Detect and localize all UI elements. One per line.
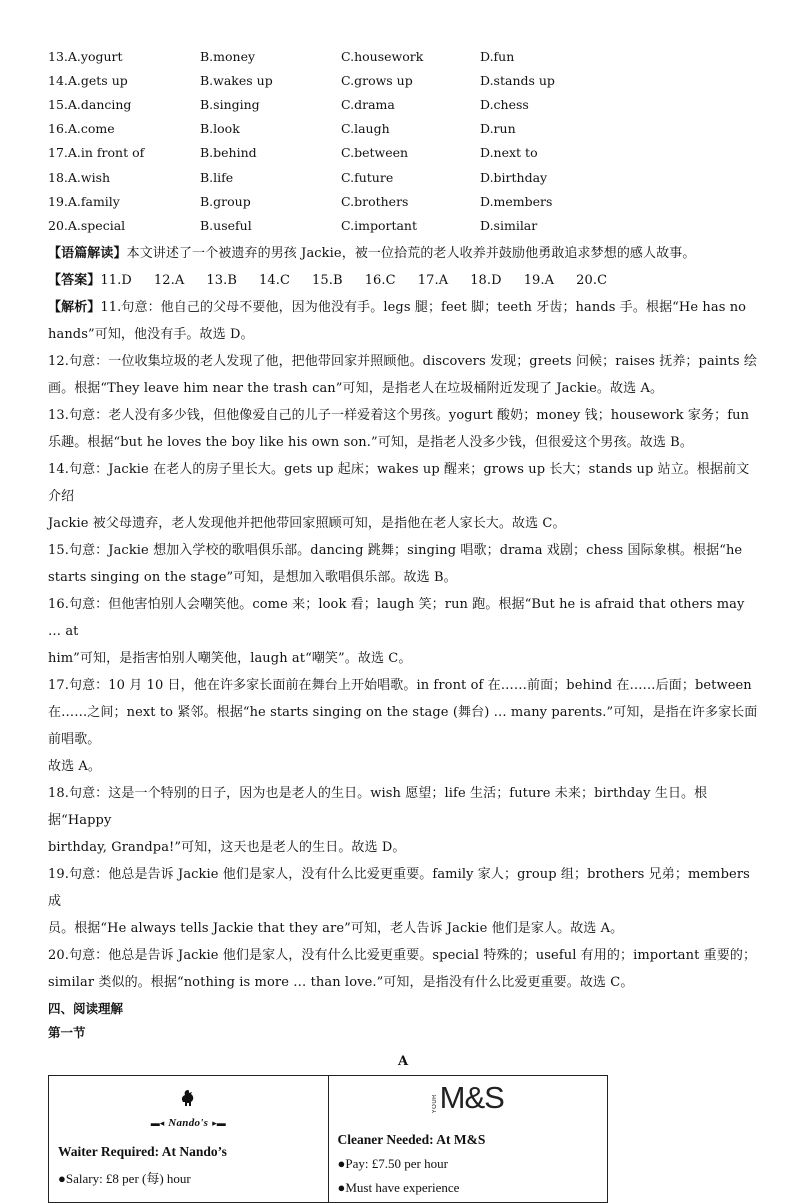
option-cell: 14.A.gets up [48, 72, 128, 88]
option-row [48, 141, 758, 165]
analysis-line: 11.句意：他自己的父母不要他，因为他没有手。legs 腿；feet 脚；teeth 牙齿；hands 手。根据“He has no [100, 299, 747, 315]
analysis-paragraph [48, 294, 758, 321]
option-cell: 20.A.special [48, 217, 126, 233]
option-cell: 16.A.come [48, 121, 115, 137]
option-cell: B.behind [200, 145, 257, 161]
answer-item: 12.A [153, 272, 185, 288]
analysis-line: 在……之间；next to 紧邻。根据“he starts singing on the stage (舞台) … many parents.”可知，是指在许多家长面前唱歌。 [48, 704, 758, 747]
ms-logo-text: M&S [439, 1079, 504, 1115]
option-cell: D.chess [480, 96, 529, 112]
nandos-logo-text: Nando's [168, 1116, 209, 1129]
summary-tag: 【语篇解读】 [48, 245, 127, 261]
option-cell: C.between [341, 145, 409, 161]
answer-item: 18.D [470, 272, 502, 288]
analysis-line: 17.句意：10 月 10 日，他在许多家长面前在舞台上开始唱歌。in front of 在……前面；behind 在……后面；between [48, 677, 752, 693]
ad-right-pay: ●Pay: £7.50 per hour [337, 1155, 448, 1171]
answer-item: 20.C [576, 272, 608, 288]
rooster-icon [176, 1088, 200, 1108]
option-cell: C.drama [341, 96, 395, 112]
analysis-line: starts singing on the stage”可知，是想加入歌唱俱乐部。故选 B。 [48, 569, 457, 585]
analysis-line: 20.句意：他总是告诉 Jackie 他们是家人，没有什么比爱更重要。special 特殊的；useful 有用的；important 重要的； [48, 947, 757, 963]
analysis-line: 18.句意：这是一个特别的日子，因为也是老人的生日。wish 愿望；life 生活；future 未来；birthday 生日。根据“Happy [48, 785, 708, 828]
option-row [48, 117, 758, 141]
analysis-line: 15.句意：Jackie 想加入学校的歌唱俱乐部。dancing 跳舞；singing 唱歌；drama 戏剧；chess 国际象棋。根据“he [48, 542, 743, 558]
ad-nandos [49, 1075, 329, 1202]
option-row [48, 189, 758, 213]
ad-right-title: Cleaner Needed: At M&S [337, 1131, 486, 1147]
answer-item: 15.B [312, 272, 343, 288]
option-cell: 17.A.in front of [48, 145, 145, 161]
option-cell: D.next to [480, 145, 538, 161]
option-cell: D.run [480, 121, 516, 137]
option-cell: C.important [341, 217, 417, 233]
option-row [48, 165, 758, 189]
analysis-line: 故选 A。 [48, 758, 102, 774]
analysis-line: 12.句意：一位收集垃圾的老人发现了他，把他带回家并照顾他。discovers 发现；greets 问候；raises 抚养；paints 绘 [48, 353, 757, 369]
ad-right-experience: ●Must have experience [337, 1179, 460, 1195]
passage-label: A [397, 1053, 409, 1069]
answer-item: 16.C [364, 272, 396, 288]
answers-tag: 【答案】 [48, 272, 101, 288]
option-cell: D.stands up [480, 72, 555, 88]
analysis-line: birthday, Grandpa!”可知，这天也是老人的生日。故选 D。 [48, 839, 406, 855]
option-cell: C.housework [341, 48, 424, 64]
option-row [48, 68, 758, 92]
option-cell: 19.A.family [48, 193, 120, 209]
answer-item: 17.A [417, 272, 449, 288]
ms-logo [338, 1080, 599, 1126]
analysis-line: 画。根据“They leave him near the trash can”可知，是指老人在垃圾桶附近发现了 Jackie。故选 A。 [48, 380, 664, 396]
ads-table [48, 1075, 608, 1203]
analysis-line: 19.句意：他总是告诉 Jackie 他们是家人，没有什么比爱更重要。family 家人；group 组；brothers 兄弟；members 成 [48, 866, 750, 909]
ms-logo-small: YOUR [431, 1094, 438, 1114]
option-row [48, 213, 758, 237]
nandos-logo [58, 1088, 319, 1128]
analysis-line: 13.句意：老人没有多少钱，但他像爱自己的儿子一样爱着这个男孩。yogurt 酸奶；money 钱；housework 家务；fun [48, 407, 750, 423]
analysis-line: Jackie 被父母遗弃，老人发现他并把他带回家照顾可知，是指他在老人家长大。故选 C。 [48, 515, 566, 531]
option-cell: D.members [480, 193, 553, 209]
option-cell: C.laugh [341, 121, 390, 137]
answer-item: 11.D [100, 272, 132, 288]
section-heading: 四、阅读理解 [48, 1000, 124, 1016]
answer-item: 19.A [523, 272, 555, 288]
option-cell: B.wakes up [200, 72, 273, 88]
subsection-heading: 第一节 [48, 1024, 86, 1040]
analysis-line: him”可知，是指害怕别人嘲笑他，laugh at“嘲笑”。故选 C。 [48, 650, 412, 666]
analysis-line: 乐趣。根据“but he loves the boy like his own son.”可知，是指老人没多少钱，但很爱这个男孩。故选 B。 [48, 434, 693, 450]
option-cell: D.birthday [480, 169, 548, 185]
option-cell: B.look [200, 121, 240, 137]
answer-item: 13.B [206, 272, 238, 288]
answers-line [48, 267, 758, 294]
answer-item: 14.C [259, 272, 291, 288]
analysis-tag: 【解析】 [48, 299, 101, 315]
analysis-lines [48, 348, 758, 996]
option-cell: B.money [200, 48, 256, 64]
summary-text: 本文讲述了一个被遗弃的男孩 Jackie，被一位拾荒的老人收养并鼓励他勇敢追求梦想的感人故事。 [126, 245, 696, 261]
nandos-wordmark: ▬◂ Nando's ▸▬ [150, 1116, 226, 1129]
option-cell: B.useful [200, 217, 252, 233]
analysis-line: hands”可知，他没有手。故选 D。 [48, 326, 254, 342]
option-row [48, 44, 758, 68]
ad-left-title: Waiter Required: At Nando’s [58, 1143, 227, 1159]
document-page [48, 44, 758, 1203]
option-cell: C.grows up [341, 72, 413, 88]
ad-ms [328, 1075, 608, 1202]
option-cell: B.singing [200, 96, 260, 112]
analysis-line: similar 类似的。根据“nothing is more … than love.”可知，是指没有什么比爱更重要。故选 C。 [48, 974, 634, 990]
option-cell: 18.A.wish [48, 169, 111, 185]
summary-paragraph [48, 240, 758, 267]
option-cell: B.group [200, 193, 251, 209]
analysis-line: 员。根据“He always tells Jackie that they are”可知，老人告诉 Jackie 他们是家人。故选 A。 [48, 920, 624, 936]
options-grid [48, 44, 758, 238]
option-cell: D.fun [480, 48, 515, 64]
option-cell: C.brothers [341, 193, 409, 209]
option-cell: C.future [341, 169, 394, 185]
analysis-line: 16.句意：但他害怕别人会嘲笑他。come 来；look 看；laugh 笑；run 跑。根据“But he is afraid that others may … at [48, 596, 745, 639]
option-cell: B.life [200, 169, 234, 185]
analysis-line: 14.句意：Jackie 在老人的房子里长大。gets up 起床；wakes up 醒来；grows up 长大；stands up 站立。根据前文介绍 [48, 461, 750, 504]
option-cell: D.similar [480, 217, 538, 233]
option-cell: 15.A.dancing [48, 96, 132, 112]
option-row [48, 92, 758, 116]
ad-left-salary: ●Salary: £8 per (每) hour [58, 1170, 191, 1186]
option-cell: 13.A.yogurt [48, 48, 123, 64]
